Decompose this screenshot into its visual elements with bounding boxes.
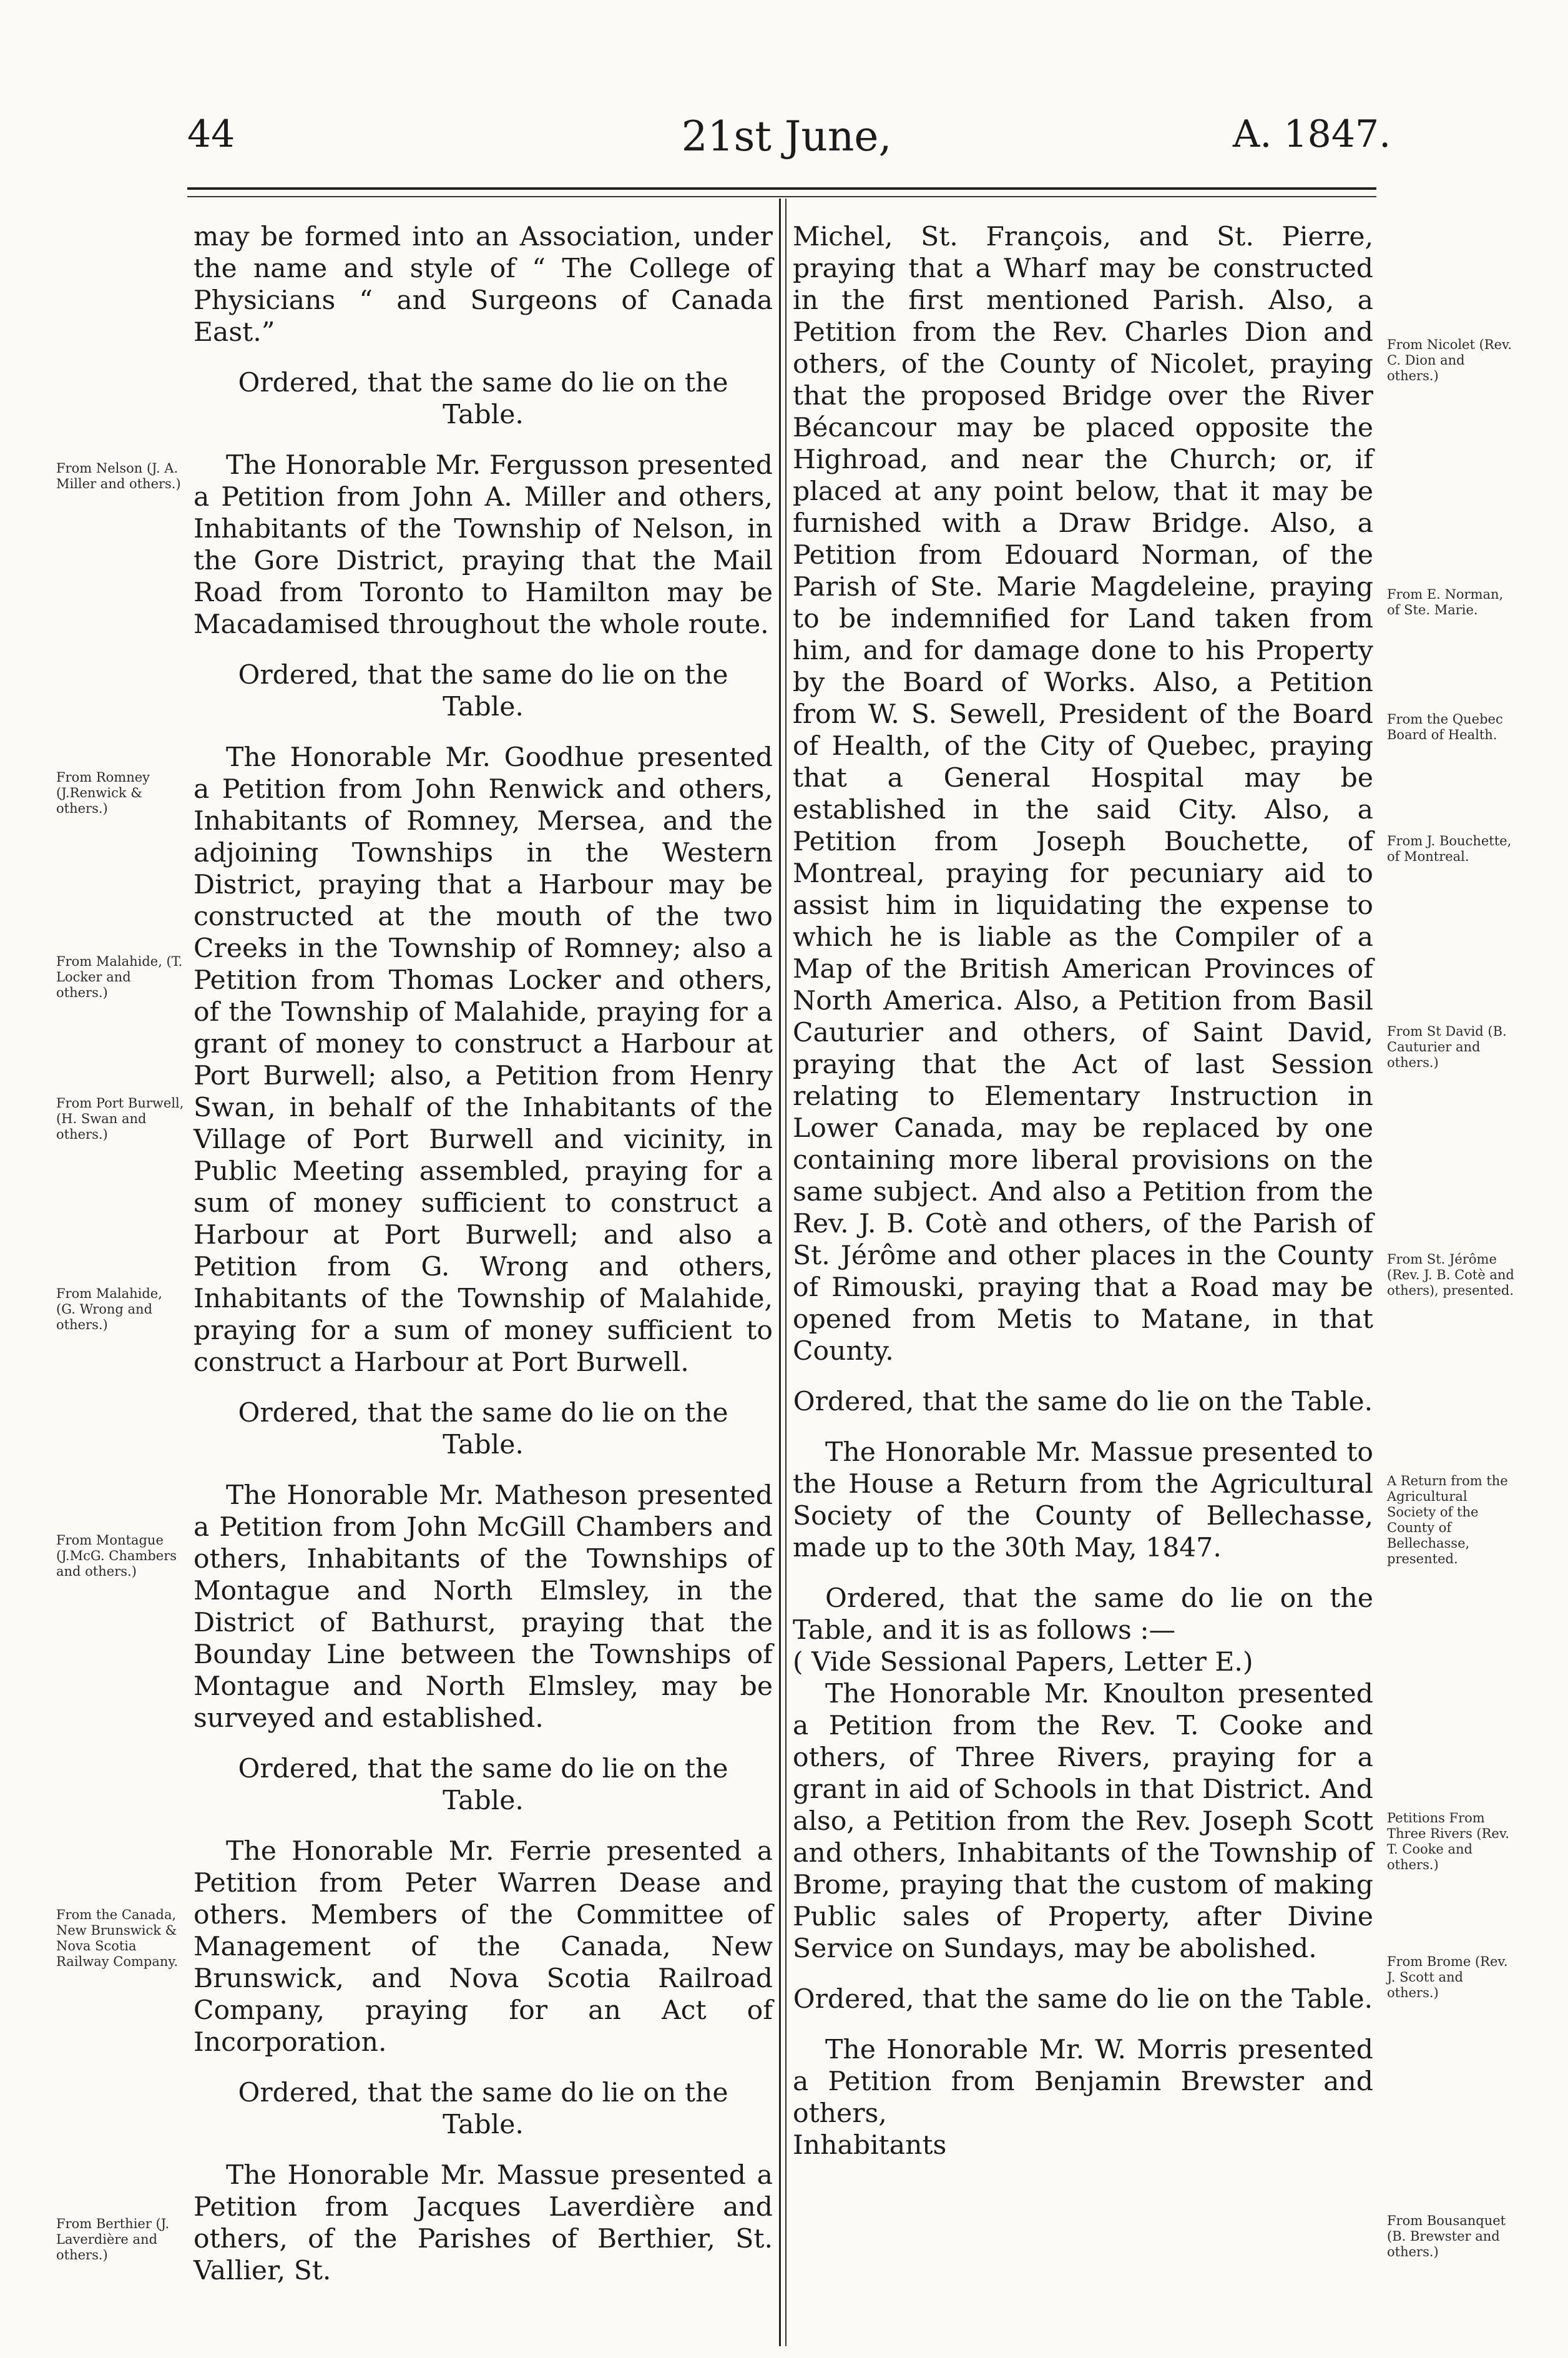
margin-note: A Return from the Agricultural Society of the County of Bellechasse, presented.	[1387, 1473, 1508, 1566]
margin-note: From the Quebec Board of Health.	[1387, 712, 1503, 742]
margin-note: From the Canada, New Brunswick & Nova Scotia Railway Company.	[56, 1907, 179, 1969]
paragraph: Michel, St. François, and St. Pierre, praying that a Wharf may be constructed in the first mentioned Parish. Also, a Petition from the Rev. Charles Dion and others, of the County of Nicolet, praying that the proposed Bridge over the River Bécancour may be placed opposite the Highroad, and near the Church; or, if placed at any point below, that it may be furnished with a Draw Bridge. Also, a Petition from Edouard Norman, of the Parish of Ste. Marie Magdeleine, praying to be indemnified for Land taken from him, and for damage done to his Property by the Board of Works. Also, a Petition from W. S. Sewell, President of the Board of Health, of the City of Quebec, praying that a General Hospital may be established in the said City. Also, a Petition from Joseph Bouchette, of Montreal, praying for pecuniary aid to assist him in liquidating the expense to which he is liable as the Compiler of a Map of the British American Provinces of North America. Also, a Petition from Basil Cauturier and others, of Saint David, praying that the Act of last Session relating to Elementary Instruction in Lower Canada, may be replaced by one containing more liberal provisions on the same subject. And also a Petition from the Rev. J. B. Cotè and others, of the Parish of St. Jérôme and other places in the County of Rimouski, praying that a Road may be opened from Metis to Matane, in that County.	[793, 222, 1373, 1367]
margin-note: From Nicolet (Rev. C. Dion and others.)	[1387, 337, 1512, 383]
left-column	[194, 221, 773, 2287]
page-date: 21st June,	[681, 112, 892, 160]
column-divider-thin	[785, 199, 786, 2346]
petition-paragraph: The Honorable Mr. Matheson presented a Petition from John McGill Chambers and others, Inhabitants of the Townships of Montague and North Elmsley, in the District of Bathurst, praying that the Bounday Line between the Townships of Montague and North Elmsley, may be surveyed and established.	[194, 1480, 773, 1734]
ordered-line: Ordered, that the same do lie on the Table.	[238, 1398, 728, 1460]
ordered-line: Ordered, that the same do lie on the Table.	[793, 1984, 1373, 2015]
petition-paragraph: The Honorable Mr. Knoulton presented a Petition from the Rev. T. Cooke and others, of Three Rivers, praying for a grant in aid of Schools in that District. And also, a Petition from the Rev. Joseph Scott and others, Inhabitants of the Township of Brome, praying that the custom of making Public sales of Property, after Divine Service on Sundays, may be abolished.	[793, 1679, 1373, 1964]
petition-paragraph: The Honorable Mr. Ferrie presented a Petition from Peter Warren Dease and others. Members of the Committee of Management of the Canada, New Brunswick, and Nova Scotia Railroad Company, praying for an Act of Incorporation.	[194, 1836, 773, 2058]
ordered-line: Ordered, that the same do lie on the Table.	[793, 1387, 1373, 1417]
right-column	[793, 221, 1373, 2161]
column-divider	[779, 199, 781, 2346]
margin-note: From Malahide, (T. Locker and others.)	[56, 954, 183, 1000]
petition-paragraph: The Honorable Mr. W. Morris presented a Petition from Benjamin Brewster and others,	[793, 2035, 1373, 2129]
ordered-line: Ordered, that the same do lie on the Table.	[238, 1754, 728, 1816]
ordered-paragraph: Ordered, that the same do lie on the Table, and it is as follows :—	[793, 1583, 1373, 1646]
margin-note: From J. Bouchette, of Montreal.	[1387, 833, 1512, 864]
margin-note: Petitions From Three Rivers (Rev. T. Cooke and others.)	[1387, 1810, 1509, 1872]
margin-note: From Berthier (J. Laverdière and others.)	[56, 2216, 170, 2262]
margin-note: From Nelson (J. A. Miller and others.)	[56, 461, 181, 491]
margin-note: From Romney (J.Renwick & others.)	[56, 770, 150, 816]
ordered-line: Ordered, that the same do lie on the Table.	[238, 2078, 728, 2140]
petition-paragraph: The Honorable Mr. Fergusson presented a Petition from John A. Miller and others, Inhabitants of the Township of Nelson, in the Gore District, praying that the Mail Road from Toronto to Hamilton may be Macadamised throughout the whole route.	[194, 450, 773, 640]
paragraph: may be formed into an Association, under the name and style of “ The College of Physicians “ and Surgeons of Canada East.”	[194, 222, 773, 348]
margin-note: From St. Jérôme (Rev. J. B. Cotè and others), presented.	[1387, 1252, 1514, 1298]
margin-note: From E. Norman, of Ste. Marie.	[1387, 587, 1504, 617]
margin-note: From Port Burwell, (H. Swan and others.)	[56, 1096, 184, 1142]
ordered-line: Ordered, that the same do lie on the Table.	[238, 368, 728, 430]
page-year: A. 1847.	[1233, 112, 1391, 156]
margin-note: From Malahide, (G. Wrong and others.)	[56, 1286, 162, 1332]
margin-note: From Bousanquet (B. Brewster and others.)	[1387, 2213, 1506, 2259]
margin-note: From Brome (Rev. J. Scott and others.)	[1387, 1954, 1508, 2000]
catchword: Inhabitants	[793, 2130, 947, 2161]
margin-note: From Montague (J.McG. Chambers and others.)	[56, 1533, 177, 1579]
petition-paragraph: The Honorable Mr. Massue presented to the House a Return from the Agricultural Society of the County of Bellechasse, made up to the 30th May, 1847.	[793, 1437, 1373, 1563]
margin-note: From St David (B. Cauturier and others.)	[1387, 1024, 1507, 1070]
petition-paragraph: The Honorable Mr. Massue presented a Petition from Jacques Laverdière and others, of the Parishes of Berthier, St. Vallier, St.	[194, 2160, 773, 2286]
header-rule	[187, 187, 1376, 190]
header-rule-thin	[187, 196, 1376, 197]
ordered-line: Ordered, that the same do lie on the Table.	[238, 660, 728, 722]
page-number: 44	[187, 112, 235, 156]
petition-paragraph: The Honorable Mr. Goodhue presented a Petition from John Renwick and others, Inhabitants of Romney, Mersea, and the adjoining Townships in the Western District, praying that a Harbour may be constructed at the mouth of the two Creeks in the Township of Romney; also a Petition from Thomas Locker and others, of the Township of Malahide, praying for a grant of money to construct a Harbour at Port Burwell; also, a Petition from Henry Swan, in behalf of the Inhabitants of the Village of Port Burwell and vicinity, in Public Meeting assembled, praying for a sum of money sufficient to construct a Harbour at Port Burwell; and also a Petition from G. Wrong and others, Inhabitants of the Township of Malahide, praying for a sum of money sufficient to construct a Harbour at Port Burwell.	[194, 742, 773, 1378]
vide-reference: ( Vide Sessional Papers, Letter E.)	[793, 1647, 1253, 1678]
